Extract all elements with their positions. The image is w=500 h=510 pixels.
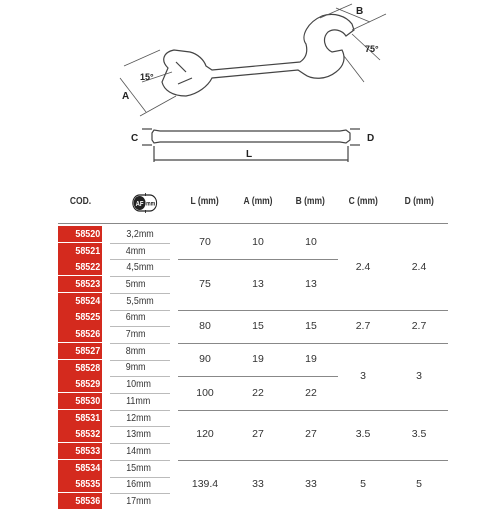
- dim-label-l: L: [246, 149, 253, 160]
- code-cell: 58522: [58, 259, 102, 275]
- row-separator: [110, 426, 170, 427]
- row-separator: [110, 393, 170, 394]
- code-cell: 58528: [58, 360, 102, 376]
- size-cell: 12mm: [126, 411, 151, 424]
- dim-label-a: A: [122, 91, 130, 102]
- dim-label-d: D: [367, 133, 375, 144]
- value-a-cell: 13: [252, 277, 264, 290]
- value-l-cell: 70: [199, 236, 211, 249]
- angle-label-15: 15°: [140, 72, 154, 82]
- row-separator: [110, 376, 170, 377]
- row-separator: [110, 410, 170, 411]
- code-cell: 58520: [58, 226, 102, 242]
- value-d-cell: 5: [416, 478, 422, 491]
- code-cell: 58530: [58, 393, 102, 409]
- value-c-cell: 3: [360, 369, 366, 382]
- code-cell: 58536: [58, 493, 102, 509]
- value-a-cell: 15: [252, 319, 264, 332]
- header-l: L (mm): [190, 195, 220, 207]
- size-cell: 7mm: [125, 328, 146, 341]
- header-af-size: [118, 183, 168, 219]
- group-separator: [178, 343, 338, 344]
- size-cell: 15mm: [126, 461, 151, 474]
- size-cell: 13mm: [126, 428, 151, 441]
- code-cell: 58531: [58, 410, 102, 426]
- header-b: B (mm): [295, 195, 325, 207]
- value-b-cell: 10: [305, 236, 317, 249]
- size-cell: 6mm: [125, 311, 146, 324]
- header-a: A (mm): [243, 195, 273, 207]
- code-cell: 58526: [58, 326, 102, 342]
- row-separator: [110, 310, 170, 311]
- value-a-cell: 22: [252, 386, 264, 399]
- row-separator: [110, 460, 170, 461]
- af-size-icon: [132, 192, 154, 210]
- value-l-cell: 80: [199, 319, 211, 332]
- group-separator: [178, 460, 338, 461]
- value-l-cell: 90: [199, 353, 211, 366]
- code-cell: 58532: [58, 426, 102, 442]
- row-separator: [110, 477, 170, 478]
- value-c-cell: 2.7: [355, 319, 371, 332]
- value-l-cell: 75: [199, 277, 211, 290]
- code-cell: 58533: [58, 443, 102, 459]
- value-c-cell: 5: [360, 478, 366, 491]
- row-separator: [110, 259, 170, 260]
- row-separator: [110, 243, 170, 244]
- dim-label-c: C: [131, 133, 139, 144]
- header-d: D (mm): [404, 195, 434, 207]
- angle-label-75: 75°: [365, 44, 379, 54]
- size-cell: 4mm: [125, 244, 146, 257]
- size-cell: 5,5mm: [126, 294, 154, 307]
- value-b-cell: 27: [305, 428, 317, 441]
- header-rule: [58, 223, 448, 224]
- group-separator: [338, 460, 448, 461]
- size-cell: 5mm: [125, 277, 146, 290]
- value-d-cell: 3.5: [411, 428, 427, 441]
- value-a-cell: 10: [252, 236, 264, 249]
- value-l-cell: 139.4: [191, 478, 219, 491]
- size-cell: 10mm: [126, 378, 151, 391]
- value-d-cell: 2.7: [411, 319, 427, 332]
- code-cell: 58525: [58, 309, 102, 325]
- size-cell: 14mm: [126, 444, 151, 457]
- size-cell: 4,5mm: [126, 261, 154, 274]
- value-c-cell: 3.5: [355, 428, 371, 441]
- code-cell: 58535: [58, 476, 102, 492]
- value-b-cell: 33: [305, 478, 317, 491]
- af-badge-text: AF: [135, 200, 144, 209]
- code-cell: 58524: [58, 293, 102, 309]
- group-separator: [178, 310, 338, 311]
- value-d-cell: 2.4: [411, 261, 427, 274]
- value-b-cell: 15: [305, 319, 317, 332]
- header-code: COD.: [69, 195, 91, 207]
- size-cell: 9mm: [125, 361, 146, 374]
- value-c-cell: 2.4: [355, 261, 371, 274]
- size-cell: 3,2mm: [126, 227, 154, 240]
- row-separator: [110, 360, 170, 361]
- group-separator: [338, 410, 448, 411]
- group-separator: [338, 343, 448, 344]
- code-cell: 58529: [58, 376, 102, 392]
- size-cell: 17mm: [126, 495, 151, 508]
- row-separator: [110, 493, 170, 494]
- value-l-cell: 100: [196, 386, 214, 399]
- size-cell: 11mm: [126, 394, 151, 407]
- value-b-cell: 19: [305, 353, 317, 366]
- header-c: C (mm): [348, 195, 378, 207]
- group-separator: [178, 376, 338, 377]
- value-b-cell: 13: [305, 277, 317, 290]
- af-badge-unit: mm: [146, 201, 156, 208]
- group-separator: [178, 259, 338, 260]
- group-separator: [178, 410, 338, 411]
- value-b-cell: 22: [305, 386, 317, 399]
- code-cell: 58527: [58, 343, 102, 359]
- value-a-cell: 27: [252, 428, 264, 441]
- value-d-cell: 3: [416, 369, 422, 382]
- row-separator: [110, 276, 170, 277]
- value-a-cell: 19: [252, 353, 264, 366]
- dim-label-b: B: [356, 6, 364, 17]
- group-separator: [338, 310, 448, 311]
- value-l-cell: 120: [196, 428, 214, 441]
- code-column: [58, 226, 102, 510]
- row-separator: [110, 326, 170, 327]
- code-cell: 58534: [58, 460, 102, 476]
- row-separator: [110, 343, 170, 344]
- row-separator: [110, 293, 170, 294]
- code-cell: 58523: [58, 276, 102, 292]
- value-a-cell: 33: [252, 478, 264, 491]
- wrench-technical-drawing: [0, 0, 500, 175]
- size-cell: 16mm: [126, 478, 151, 491]
- code-cell: 58521: [58, 243, 102, 259]
- row-separator: [110, 443, 170, 444]
- size-cell: 8mm: [125, 344, 146, 357]
